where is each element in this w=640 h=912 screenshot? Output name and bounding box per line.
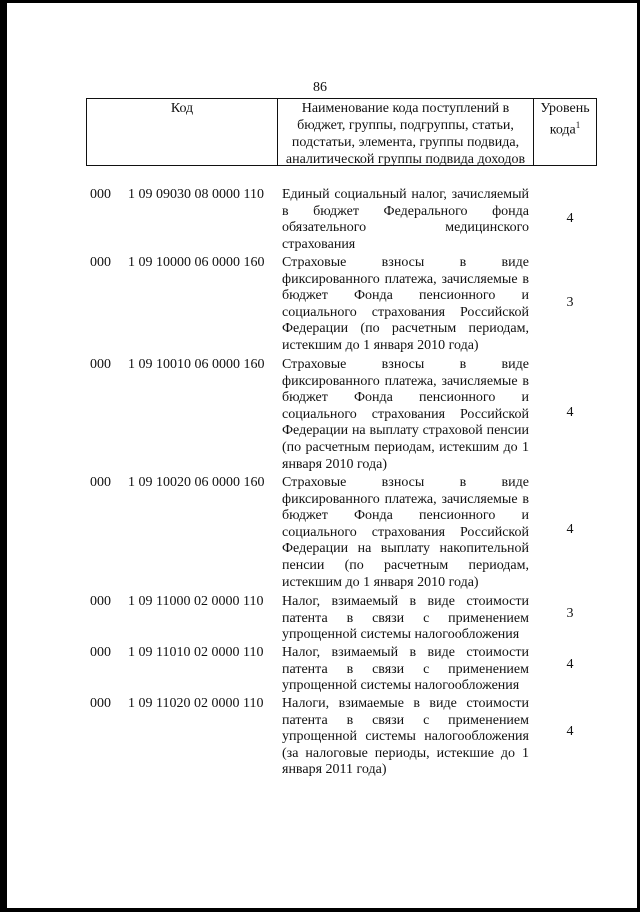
header-level-label: Уровень кода [540, 101, 590, 138]
row-level: 4 [566, 724, 574, 739]
scan-border-top [0, 0, 640, 3]
row-name: Страховые взносы в виде фиксированного платежа, зачисляемые в бюджет Фонда пенсионного и социального страхования Российской Федерации на выплату страховой пенсии (по расчетным периодам, истекшим до 1 января 2010 года) [282, 357, 529, 472]
header-level-footnote: 1 [575, 120, 581, 130]
row-name: Страховые взносы в виде фиксированного платежа, зачисляемые в бюджет Фонда пенсионного и социального страхования Российской Федерации (по расчетным периодам, истекшим до 1 января 2010 года) [282, 255, 529, 353]
table-header [86, 98, 597, 166]
row-code: 1 09 11010 02 0000 110 [128, 645, 264, 660]
row-name: Страховые взносы в виде фиксированного платежа, зачисляемые в бюджет Фонда пенсионного и социального страхования Российской Федерации на выплату накопительной пенсии (по расчетным периодам, истекшим до 1 января 2010 года) [282, 475, 529, 590]
row-name: Налог, взимаемый в виде стоимости патента в связи с применением упрощенной системы налогообложения [282, 594, 529, 643]
row-admin-code: 000 [90, 594, 111, 609]
row-admin-code: 000 [90, 187, 111, 202]
row-admin-code: 000 [90, 696, 111, 711]
row-level: 3 [566, 606, 574, 621]
row-code: 1 09 09030 08 0000 110 [128, 187, 264, 202]
row-level: 4 [566, 405, 574, 420]
header-level [534, 99, 596, 165]
row-name: Налог, взимаемый в виде стоимости патента в связи с применением упрощенной системы налогообложения [282, 645, 529, 694]
header-name: Наименование кода поступлений в бюджет, группы, подгруппы, статьи, подстатьи, элемента, группы подвида, аналитической группы подвида доходов [278, 99, 534, 165]
row-code: 1 09 11000 02 0000 110 [128, 594, 264, 609]
row-admin-code: 000 [90, 357, 111, 372]
row-code: 1 09 10020 06 0000 160 [128, 475, 265, 490]
row-level: 4 [566, 211, 574, 226]
row-level: 4 [566, 657, 574, 672]
scan-border-bottom [0, 908, 640, 912]
row-admin-code: 000 [90, 255, 111, 270]
row-name: Единый социальный налог, зачисляемый в бюджет Федерального фонда обязательного медицинского страхования [282, 187, 529, 252]
row-code: 1 09 10010 06 0000 160 [128, 357, 265, 372]
row-code: 1 09 11020 02 0000 110 [128, 696, 264, 711]
row-admin-code: 000 [90, 475, 111, 490]
scan-border-left [0, 0, 7, 912]
page-number: 86 [313, 80, 327, 95]
row-name: Налоги, взимаемые в виде стоимости патента в связи с применением упрощенной системы налогообложения (за налоговые периоды, истекшие до 1 января 2011 года) [282, 696, 529, 778]
header-code: Код [87, 99, 278, 165]
row-code: 1 09 10000 06 0000 160 [128, 255, 265, 270]
row-level: 4 [566, 522, 574, 537]
row-admin-code: 000 [90, 645, 111, 660]
row-level: 3 [566, 295, 574, 310]
